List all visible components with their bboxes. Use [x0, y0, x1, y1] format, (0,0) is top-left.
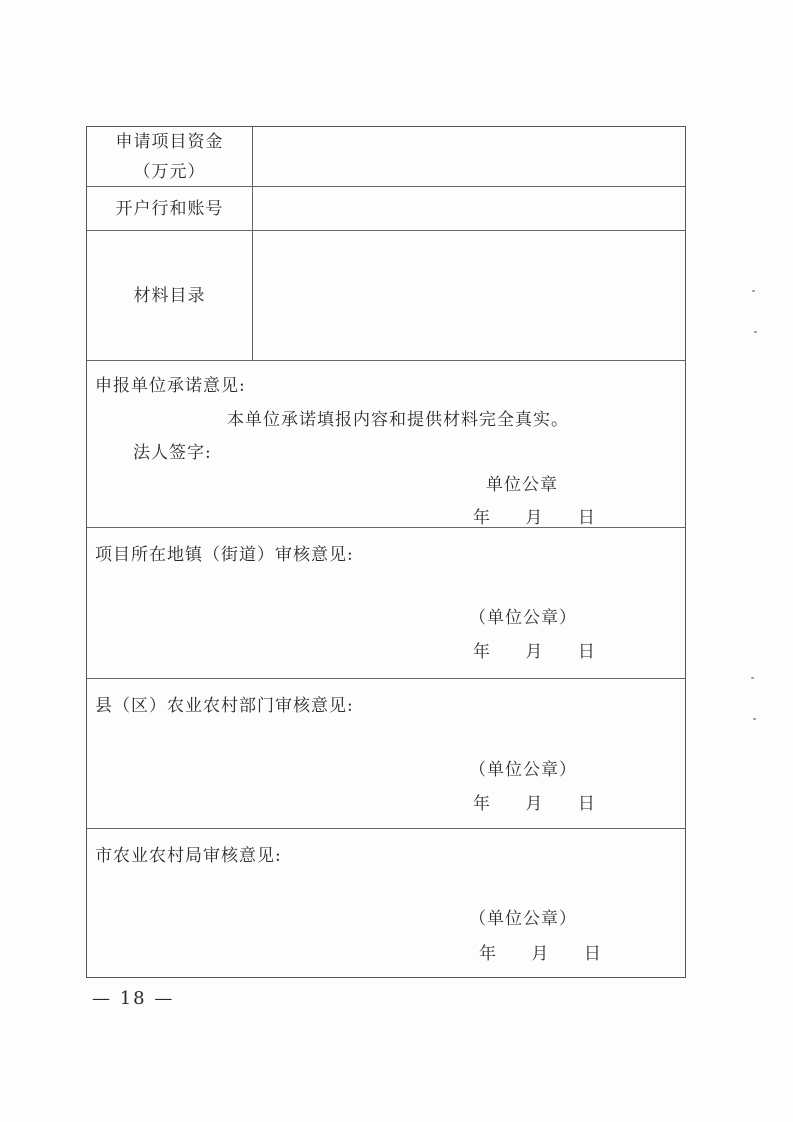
project-funds-label: [87, 127, 253, 186]
materials-label: 材料目录: [87, 231, 253, 360]
materials-row: [87, 231, 685, 361]
town-review-day: 日: [577, 642, 595, 662]
bank-account-row: [87, 187, 685, 231]
city-review-month: 月: [531, 944, 549, 964]
county-review-year: 年: [473, 794, 490, 814]
signature-label: 法人签字:: [133, 443, 212, 463]
city-review-date-line: [479, 939, 601, 964]
county-review-seal-label: （单位公章）: [469, 760, 577, 780]
city-review-day: 日: [583, 944, 601, 964]
city-review-section: [87, 829, 685, 977]
commitment-day: 日: [577, 508, 595, 528]
county-review-title: 县（区）农业农村部门审核意见:: [95, 696, 354, 716]
commitment-section: [87, 361, 685, 528]
bank-account-value-cell[interactable]: [253, 187, 685, 230]
scan-speck: [753, 718, 756, 720]
city-review-title: 市农业农村局审核意见:: [95, 846, 282, 866]
county-review-day: 日: [577, 794, 595, 814]
commitment-seal-label: 单位公章: [486, 475, 558, 495]
scan-speck: [751, 677, 754, 679]
project-funds-label-line2: （万元）: [133, 161, 206, 182]
town-review-seal-label: （单位公章）: [469, 608, 577, 628]
project-funds-row: [87, 127, 685, 187]
commitment-title: 申报单位承诺意见:: [95, 376, 246, 396]
scan-speck: [754, 331, 757, 333]
town-review-year: 年: [473, 642, 490, 662]
bank-account-label: 开户行和账号: [87, 187, 253, 230]
page-number: — 18 —: [92, 988, 175, 1009]
commitment-date-line: [473, 503, 595, 528]
town-review-month: 月: [525, 642, 543, 662]
commitment-year: 年: [473, 508, 490, 528]
city-review-seal-label: （单位公章）: [469, 909, 577, 929]
county-review-month: 月: [525, 794, 543, 814]
town-review-title: 项目所在地镇（街道）审核意见:: [95, 545, 354, 565]
commitment-statement: 本单位承诺填报内容和提供材料完全真实。: [227, 410, 569, 430]
county-review-section: [87, 679, 685, 829]
application-form-table: [86, 126, 686, 978]
town-review-date-line: [473, 637, 595, 662]
materials-value-cell[interactable]: [253, 231, 685, 360]
commitment-month: 月: [525, 508, 543, 528]
project-funds-value-cell[interactable]: [253, 127, 685, 186]
county-review-date-line: [473, 789, 595, 814]
scan-speck: [752, 290, 755, 292]
city-review-year: 年: [479, 944, 496, 964]
town-review-section: [87, 528, 685, 679]
project-funds-label-line1: 申请项目资金: [115, 131, 224, 152]
